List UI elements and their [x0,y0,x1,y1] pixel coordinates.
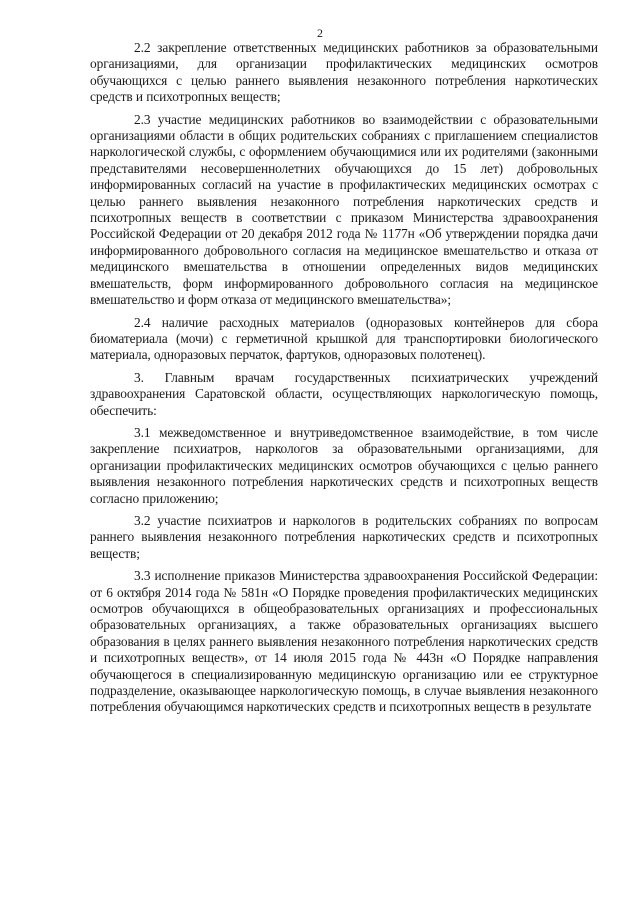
page-number: 2 [317,26,323,40]
document-body [90,40,598,722]
paragraph-3-3: 3.3 исполнение приказов Министерства здравоохранения Российской Федерации: от 6 октября 2014 года № 581н «О Порядке проведения профилактических медицинских осмотров обучающихся в общеобразовательных организациях и профессиональных образовательных организациях, а также образовательных организациях высшего образования в целях раннего выявления незаконного потребления наркотических средств и психотропных веществ», от 14 июля 2015 года № 443н «О Порядке направления обучающегося в специализированную медицинскую организацию или ее структурное подразделение, оказывающее наркологическую помощь, в случае выявления незаконного потребления обучающимся наркотических средств и психотропных веществ в результате [90,568,598,715]
paragraph-3-2: 3.2 участие психиатров и наркологов в родительских собраниях по вопросам раннего выявления незаконного потребления наркотических средств и психотропных веществ; [90,512,598,561]
paragraph-2-3: 2.3 участие медицинских работников во взаимодействии с образовательными организациями области в общих родительских собраниях с приглашением специалистов наркологической службы, с оформлением обучающимися или их родителями (законными представителями несовершеннолетних обучающихся до 15 лет) добровольных информированных согласий на участие в профилактических медицинских осмотрах с целью раннего выявления незаконного потребления наркотических средств и психотропных веществ в соответствии с приказом Министерства здравоохранения Российской Федерации от 20 декабря 2012 года № 1177н «Об утверждении порядка дачи информированного добровольного согласия на медицинское вмешательство и отказа от медицинского вмешательства в отношении определенных видов медицинских вмешательств, форм информированного добровольного согласия на медицинское вмешательство и форм отказа от медицинского вмешательства»; [90,111,598,308]
paragraph-2-4: 2.4 наличие расходных материалов (одноразовых контейнеров для сбора биоматериала (мочи) с герметичной крышкой для транспортировки биологического материала, одноразовых перчаток, фартуков, одноразовых полотенец). [90,314,598,363]
paragraph-2-2: 2.2 закрепление ответственных медицинских работников за образовательными организациями, для организации профилактических медицинских осмотров обучающихся с целью раннего выявления незаконного потребления наркотических средств и психотропных веществ; [90,40,598,105]
paragraph-3: 3. Главным врачам государственных психиатрических учреждений здравоохранения Саратовской области, осуществляющих наркологическую помощь, обеспечить: [90,369,598,418]
paragraph-3-1: 3.1 межведомственное и внутриведомственное взаимодействие, в том числе закрепление психиатров, наркологов за образовательными организациями, для организации профилактических медицинских осмотров обучающихся с целью раннего выявления незаконного потребления наркотических средств и психотропных веществ согласно приложению; [90,424,598,506]
